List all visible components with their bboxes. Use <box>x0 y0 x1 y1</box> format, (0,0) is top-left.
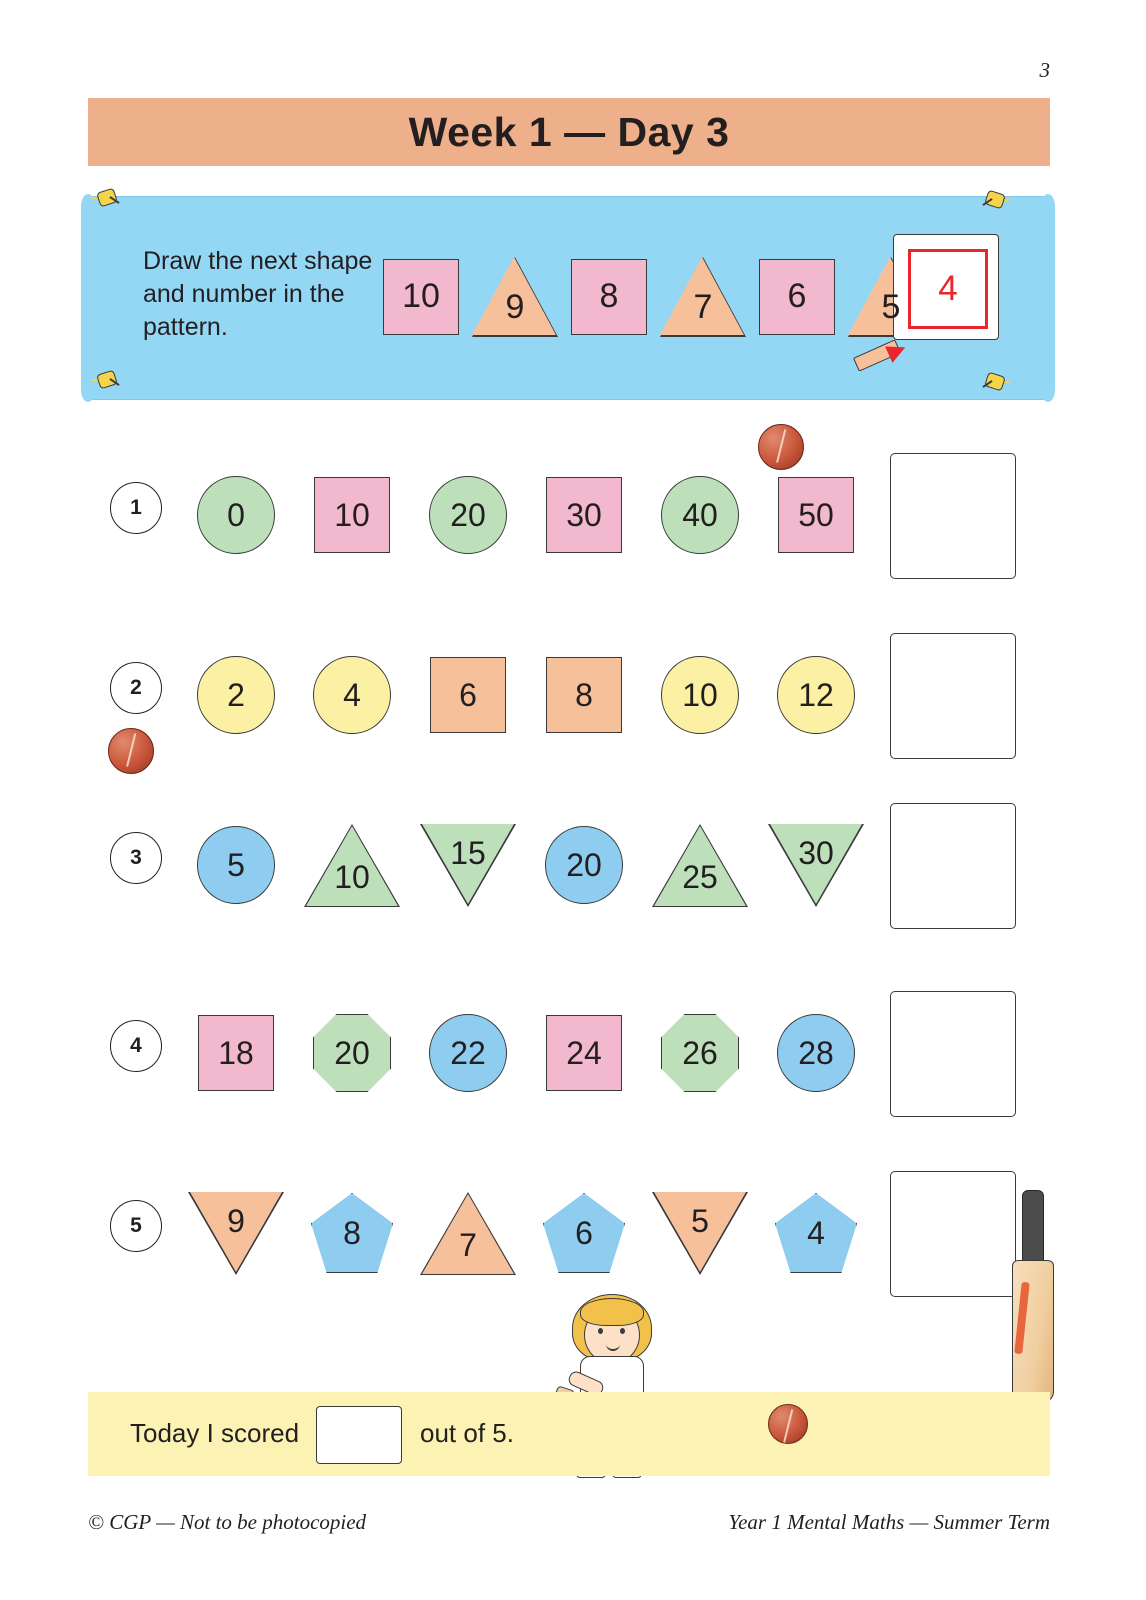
cell-value: 20 <box>450 496 486 533</box>
answer-box[interactable] <box>890 633 1016 759</box>
cell-value: 50 <box>798 496 834 533</box>
banner-answer-box[interactable] <box>893 234 999 340</box>
sequence-cell <box>178 790 294 940</box>
banner-sequence <box>374 252 938 340</box>
sequence-cell <box>642 978 758 1128</box>
cell-value: 10 <box>334 496 370 533</box>
banner-sequence-value: 8 <box>599 276 619 315</box>
cell-value: 30 <box>566 496 602 533</box>
cell-value: 20 <box>566 846 602 883</box>
sequence-cell <box>642 620 758 770</box>
banner-sequence-item <box>374 252 468 340</box>
sequence-cell <box>410 978 526 1128</box>
sequence-cell <box>758 1158 874 1308</box>
cell-value: 6 <box>575 1214 593 1251</box>
sequence-cell <box>526 978 642 1128</box>
sequence-cell <box>410 620 526 770</box>
question-number: 5 <box>110 1200 162 1252</box>
sequence-cell <box>758 620 874 770</box>
cricket-ball-icon <box>108 728 154 774</box>
sequence-cell <box>758 790 874 940</box>
banner-sequence-item <box>750 252 844 340</box>
page-title: Week 1 — Day 3 <box>408 108 730 155</box>
question-row-3 <box>0 790 1146 940</box>
page-number: 3 <box>1039 58 1050 82</box>
banner-sequence-item <box>656 252 750 340</box>
cell-value: 5 <box>691 1202 709 1239</box>
sequence-cell <box>642 440 758 590</box>
banner-instruction-text: Draw the next shape and number in the pattern. <box>143 247 373 341</box>
cell-value: 25 <box>682 858 718 895</box>
cell-value: 4 <box>343 676 361 713</box>
cell-value: 18 <box>218 1034 254 1071</box>
cell-value: 2 <box>227 676 245 713</box>
score-input[interactable] <box>316 1406 402 1464</box>
pin-icon <box>92 370 122 400</box>
cell-value: 8 <box>343 1214 361 1251</box>
answer-box[interactable] <box>890 453 1016 579</box>
cell-value: 8 <box>575 676 593 713</box>
banner-sequence-value: 10 <box>402 276 440 315</box>
question-number: 3 <box>110 832 162 884</box>
question-number: 1 <box>110 482 162 534</box>
cell-value: 6 <box>459 676 477 713</box>
banner-sequence-item <box>562 252 656 340</box>
sequence-cell <box>410 1158 526 1308</box>
cell-value: 10 <box>682 676 718 713</box>
answer-box[interactable] <box>890 1171 1016 1297</box>
sequence-cell <box>294 978 410 1128</box>
sequence-cell <box>642 1158 758 1308</box>
cricket-ball-icon <box>758 424 804 470</box>
cell-value: 5 <box>227 846 245 883</box>
sequence-cell <box>642 790 758 940</box>
question-sequence <box>178 620 878 770</box>
cell-value: 20 <box>334 1034 370 1071</box>
pin-icon <box>980 190 1010 220</box>
sequence-cell <box>178 620 294 770</box>
question-number: 2 <box>110 662 162 714</box>
cell-value: 28 <box>798 1034 834 1071</box>
sequence-cell <box>294 1158 410 1308</box>
cell-value: 30 <box>798 834 834 871</box>
cell-value: 40 <box>682 496 718 533</box>
score-suffix-label: out of 5. <box>420 1418 514 1448</box>
banner-sequence-value: 6 <box>787 276 807 315</box>
question-row-1 <box>0 440 1146 590</box>
sequence-cell <box>410 440 526 590</box>
cricket-ball-icon <box>768 1404 808 1444</box>
banner-answer-value: 4 <box>908 249 988 329</box>
cricket-bat-icon <box>1004 1190 1060 1402</box>
question-sequence <box>178 1158 878 1308</box>
cell-value: 10 <box>334 858 370 895</box>
answer-box[interactable] <box>890 991 1016 1117</box>
sequence-cell <box>294 790 410 940</box>
sequence-cell <box>178 978 294 1128</box>
sequence-cell <box>294 440 410 590</box>
sequence-cell <box>410 790 526 940</box>
banner-sequence-value: 7 <box>693 287 713 326</box>
footer-copyright: © CGP — Not to be photocopied <box>88 1510 367 1534</box>
cell-value: 9 <box>227 1202 245 1239</box>
sequence-cell <box>178 1158 294 1308</box>
score-bar <box>88 1392 1050 1476</box>
pin-icon <box>92 188 122 218</box>
cell-value: 7 <box>459 1226 477 1263</box>
cell-value: 0 <box>227 496 245 533</box>
sequence-cell <box>526 440 642 590</box>
cell-value: 4 <box>807 1214 825 1251</box>
sequence-cell <box>526 1158 642 1308</box>
question-row-4 <box>0 978 1146 1128</box>
sequence-cell <box>758 978 874 1128</box>
banner-sequence-value: 9 <box>505 287 525 326</box>
sequence-cell <box>526 620 642 770</box>
sequence-cell <box>526 790 642 940</box>
answer-box[interactable] <box>890 803 1016 929</box>
pencil-icon <box>854 340 914 368</box>
question-row-5 <box>0 1158 1146 1308</box>
cell-value: 26 <box>682 1034 718 1071</box>
page-title-bar <box>88 98 1050 166</box>
footer-series-title: Year 1 Mental Maths — Summer Term <box>728 1510 1050 1534</box>
cell-value: 15 <box>450 834 486 871</box>
cell-value: 22 <box>450 1034 486 1071</box>
cell-value: 12 <box>798 676 834 713</box>
pin-icon <box>980 372 1010 402</box>
score-prefix-label: Today I scored <box>130 1418 300 1448</box>
sequence-cell <box>294 620 410 770</box>
question-row-2 <box>0 620 1146 770</box>
question-number: 4 <box>110 1020 162 1072</box>
question-sequence <box>178 790 878 940</box>
sequence-cell <box>178 440 294 590</box>
cell-value: 24 <box>566 1034 602 1071</box>
banner-sequence-item <box>468 252 562 340</box>
question-sequence <box>178 978 878 1128</box>
banner-sequence-value: 5 <box>881 287 901 326</box>
